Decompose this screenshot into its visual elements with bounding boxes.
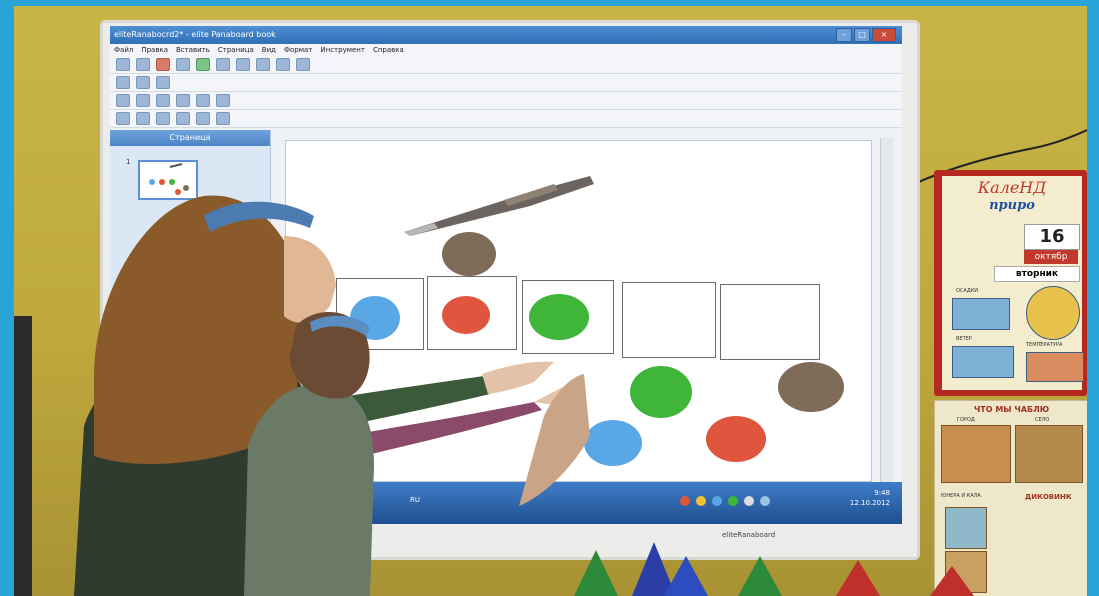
green-cone-2: [738, 556, 782, 596]
media-icon[interactable]: [728, 496, 738, 506]
calendar-subtitle: приро: [989, 198, 1035, 213]
line-tool-icon[interactable]: [276, 58, 290, 71]
minimize-button[interactable]: –: [836, 28, 852, 42]
sidebar-header: Страница: [110, 130, 270, 146]
poster-label-village: СЕЛО: [1035, 417, 1050, 423]
calendar-day-number: 16: [1024, 224, 1080, 250]
clock-date: 12.10.2012: [849, 499, 890, 507]
zoom-in-icon[interactable]: [136, 76, 150, 89]
menu-help[interactable]: Справка: [372, 46, 404, 54]
edit-toolbar: [110, 110, 902, 128]
village-picture: [1015, 425, 1083, 483]
menu-format[interactable]: Формат: [283, 46, 313, 54]
select-tool-icon[interactable]: [116, 58, 130, 71]
paste-icon[interactable]: [156, 112, 170, 125]
red-pen-icon[interactable]: [156, 58, 170, 71]
shape-tool-icon[interactable]: [256, 58, 270, 71]
temperature-card: [1026, 352, 1084, 382]
language-indicator[interactable]: RU: [410, 496, 420, 504]
green-circle-loose[interactable]: [630, 366, 692, 418]
copy-icon[interactable]: [136, 112, 150, 125]
red-cone: [836, 560, 880, 596]
network-icon[interactable]: [744, 496, 754, 506]
poster-title: ЧТО МЫ ЧАБЛЮ: [973, 405, 1050, 414]
maximize-button[interactable]: □: [854, 28, 870, 42]
zoom-toolbar: [110, 74, 902, 92]
answer-box-5[interactable]: [720, 284, 820, 360]
calendar-label-temperature: ТЕМПЕРАТУРА: [1026, 342, 1063, 348]
screen-capture-icon[interactable]: [176, 94, 190, 107]
window-titlebar: [110, 26, 902, 44]
calendar-month: октябр: [1024, 250, 1078, 264]
pen-toolbar: [110, 56, 902, 74]
precipitation-card: [952, 298, 1010, 330]
camera-icon[interactable]: [196, 94, 210, 107]
new-page-icon[interactable]: [116, 94, 130, 107]
left-monitor-edge: [14, 316, 32, 596]
menu-file[interactable]: Файл: [114, 46, 134, 54]
calendar-title: КалеНД: [977, 178, 1047, 197]
open-icon[interactable]: [136, 94, 150, 107]
blue-pen-icon[interactable]: [176, 58, 190, 71]
folder-icon[interactable]: [696, 496, 706, 506]
menu-view[interactable]: Вид: [261, 46, 276, 54]
delete-icon[interactable]: [176, 112, 190, 125]
window-title: eliteRanabocrd2* - elite Panaboard book: [114, 30, 276, 39]
undo-icon[interactable]: [196, 112, 210, 125]
calendar-weekday: вторник: [994, 266, 1080, 282]
system-clock[interactable]: [850, 488, 890, 508]
red-circle-loose[interactable]: [706, 416, 766, 462]
close-button[interactable]: ×: [872, 28, 896, 42]
poster-label-wonders: ДИКОВИНК: [1025, 493, 1072, 501]
poster-label-forest: ЮНЕРА И КАЛА: [941, 493, 981, 499]
menu-tools[interactable]: Инструмент: [320, 46, 365, 54]
menu-bar: [110, 44, 902, 56]
vertical-scrollbar[interactable]: [880, 138, 893, 482]
poster-label-city: ГОРОД: [957, 417, 975, 423]
board-brand: eliteRanaboard: [722, 531, 776, 539]
volume-icon[interactable]: [760, 496, 770, 506]
forest-picture: [945, 507, 987, 549]
print-icon[interactable]: [216, 94, 230, 107]
eraser-icon[interactable]: [236, 58, 250, 71]
wind-card: [952, 346, 1014, 378]
text-tool-icon[interactable]: [296, 58, 310, 71]
menu-insert[interactable]: Вставить: [175, 46, 210, 54]
app-icon[interactable]: [680, 496, 690, 506]
blue-cone-2: [664, 556, 708, 596]
highlighter-icon[interactable]: [216, 58, 230, 71]
city-picture: [941, 425, 1011, 483]
photo-frame: [14, 6, 1087, 596]
red-cone-2: [930, 566, 974, 596]
season-wheel: [1026, 286, 1080, 340]
page-number: 1: [126, 158, 131, 166]
calendar-board: [942, 176, 1082, 390]
window-controls: [836, 28, 896, 42]
green-pen-icon[interactable]: [196, 58, 210, 71]
teacher-and-child: [14, 176, 614, 596]
answer-box-4[interactable]: [622, 282, 716, 358]
nature-calendar: [934, 170, 1087, 396]
page-toolbar: [110, 92, 902, 110]
zoom-icon[interactable]: [116, 76, 130, 89]
monitor-icon[interactable]: [156, 94, 170, 107]
redo-icon[interactable]: [216, 112, 230, 125]
menu-page[interactable]: Страница: [217, 46, 254, 54]
pen-tool-icon[interactable]: [136, 58, 150, 71]
calendar-label-wind: ВЕТЕР: [956, 336, 972, 342]
menu-edit[interactable]: Правка: [141, 46, 168, 54]
calendar-label-precipitation: ОСАДКИ: [956, 288, 979, 294]
brown-circle-loose[interactable]: [778, 362, 844, 412]
browser-icon[interactable]: [712, 496, 722, 506]
save-icon[interactable]: [116, 112, 130, 125]
clock-time: 9:48: [874, 489, 890, 497]
zoom-out-icon[interactable]: [156, 76, 170, 89]
green-cone: [574, 550, 618, 596]
